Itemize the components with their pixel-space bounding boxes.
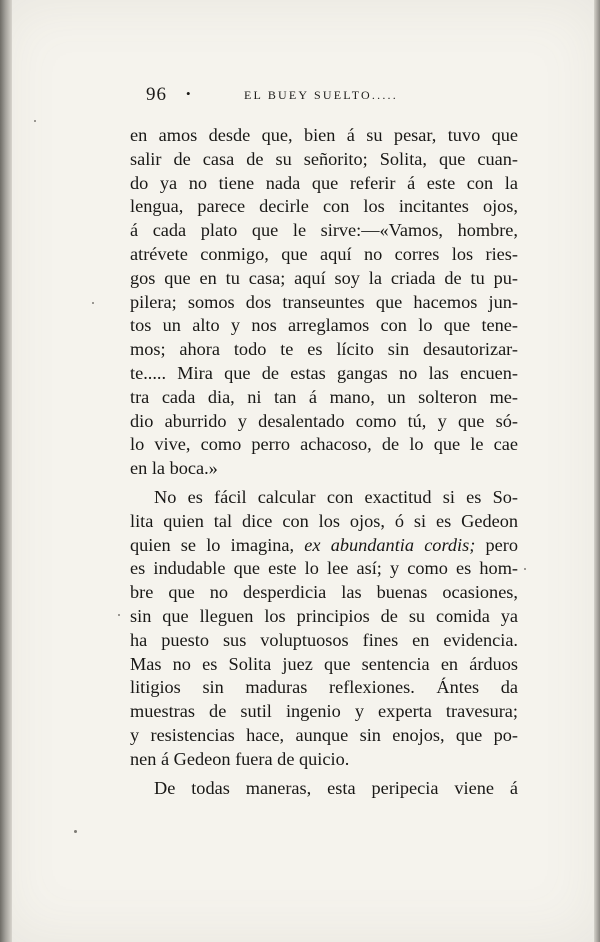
running-title: EL BUEY SUELTO..... <box>244 88 398 102</box>
text-line: tra cada dia, ni tan á mano, un solteron me- <box>130 386 518 407</box>
text-line: quien se lo imagina, ex abundantia cordis; pero <box>130 534 518 555</box>
text-line: lengua, parece decirle con los incitantes ojos, <box>130 196 518 217</box>
text-line: á cada plato que le sirve:—«Vamos, hombre, <box>130 220 518 241</box>
text-line: muestras de sutil ingenio y experta travesura; <box>130 701 518 722</box>
text-line: y resistencias hace, aunque sin enojos, que po- <box>130 724 518 745</box>
text-line: salir de casa de su señorito; Solita, que cuan- <box>130 148 518 169</box>
text-line: litigios sin maduras reflexiones. Ántes da <box>130 677 518 698</box>
scan-speck <box>34 120 36 122</box>
paragraph-first-line: No es fácil calcular con exactitud si es So- <box>154 486 518 507</box>
text-line: Mas no es Solita juez que sentencia en árduos <box>130 653 518 674</box>
text-line: te..... Mira que de estas gangas no las encuen- <box>130 362 518 383</box>
scan-speck <box>118 614 120 616</box>
text-line: dio aburrido y desalentado como tú, y que só- <box>130 410 518 431</box>
text-line: lo vive, como perro achacoso, de lo que le cae <box>130 434 518 455</box>
text-line: es indudable que este lo lee así; y como es hom- <box>130 558 518 579</box>
text-line: ha puesto sus voluptuosos fines en evidencia. <box>130 629 518 650</box>
scan-speck <box>524 568 526 570</box>
text-line: tos un alto y nos arreglamos con lo que tene- <box>130 315 518 336</box>
text-line: nen á Gedeon fuera de quicio. <box>130 748 350 769</box>
text-line: lita quien tal dice con los ojos, ó si es Gedeon <box>130 510 518 531</box>
text-line: gos que en tu casa; aquí soy la criada de tu pu- <box>130 267 518 288</box>
text-line: en amos desde que, bien á su pesar, tuvo que <box>130 125 518 145</box>
running-header <box>140 84 520 106</box>
body-text <box>130 124 518 800</box>
scan-left-edge <box>0 0 12 942</box>
text-line: do ya no tiene nada que referir á este con la <box>130 172 518 193</box>
latin-phrase: ex abundantia cordis; <box>304 534 476 555</box>
text-line: mos; ahora todo te es lícito sin desautorizar- <box>130 339 518 360</box>
text-line: sin que lleguen los principios de su comida ya <box>130 605 518 626</box>
text-line: en la boca.» <box>130 458 218 479</box>
header-separator: • <box>186 86 191 101</box>
paragraph-first-line: De todas maneras, esta peripecia viene á <box>154 777 518 798</box>
scan-right-edge <box>594 0 600 942</box>
scan-speck <box>74 830 77 833</box>
text-line: atrévete conmigo, que aquí no corres los ries- <box>130 243 518 264</box>
scan-speck <box>92 302 94 304</box>
page-number: 96 <box>146 84 167 105</box>
text-line: pilera; somos dos transeuntes que hacemos jun- <box>130 291 518 312</box>
text-line: bre que no desperdicia las buenas ocasiones, <box>130 582 518 603</box>
